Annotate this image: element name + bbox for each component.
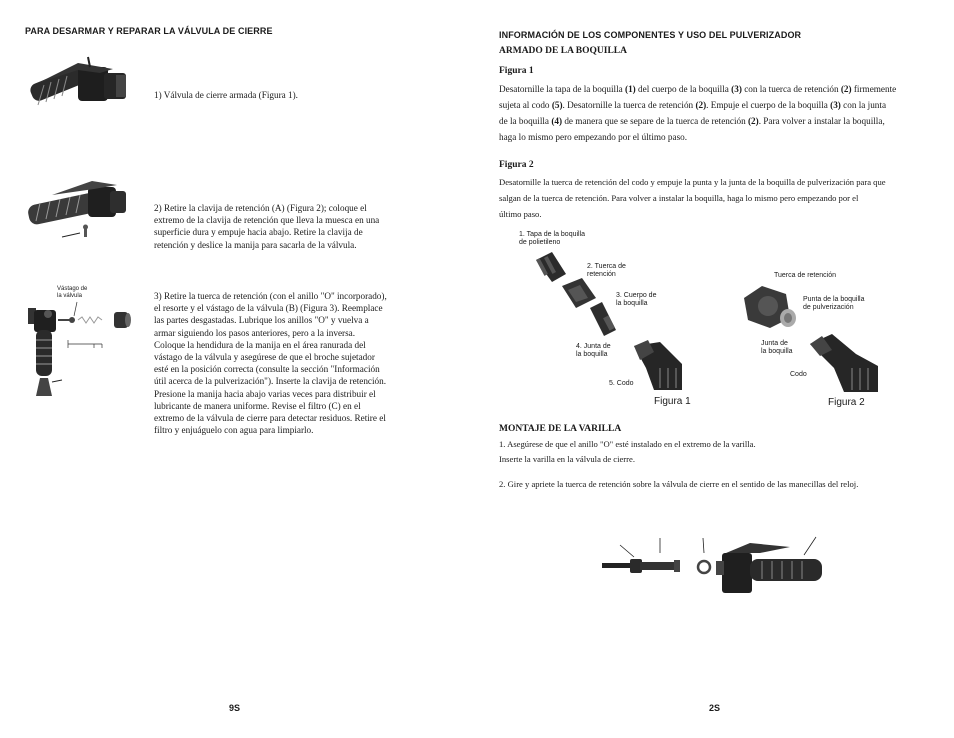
left-page-title: PARA DESARMAR Y REPARAR LA VÁLVULA DE CIERRE: [25, 26, 273, 36]
shutoff-valve-assembled-illustration: [18, 55, 138, 130]
figura1-line: haga lo mismo pero empezando por el último paso.: [499, 132, 688, 142]
right-page-title: INFORMACIÓN DE LOS COMPONENTES Y USO DEL PULVERIZADOR: [499, 30, 802, 40]
figura1-heading: Figura 1: [499, 66, 534, 76]
step-2-text: 2) Retire la clavija de retención (A) (Figura 2); coloque el extremo de la clavija de retención que lleva la muesca en una superficie dura y empuje hacia abajo. Retire la clavija de retención y deslice la manija para sacarla de la válvula.: [154, 203, 380, 250]
left-page-number: 9S: [229, 703, 241, 713]
figura2-heading: Figura 2: [499, 160, 534, 170]
label-nozzle-cap: 1. Tapa de la boquilla de polietileno: [519, 231, 586, 247]
figura1-line: sujeta al codo (5). Desatornille la tuerca de retención (2). Empuje el cuerpo de la boquilla (3) con la junta: [499, 100, 887, 110]
figura2-paragraph: Desatornille la tuerca de retención del codo y empuje la punta y la junta de la boquilla de pulverización para que salgan de la tuerca de retención. Para volver a instalar la boquilla, haga lo mismo pero empezando por el último paso.: [499, 177, 886, 219]
wand-assembly-illustration: [600, 535, 830, 600]
figure-1-caption: Figura 1: [654, 396, 691, 407]
figura1-line: de la boquilla (4) de manera que se separe de la tuerca de retención (2). Para volver a instalar la boquilla,: [499, 116, 885, 126]
label-elbow: 5. Codo: [609, 380, 634, 387]
label-nozzle-gasket: 4. Junta de la boquilla: [576, 343, 611, 359]
exploded-nozzle-diagram: [530, 250, 695, 400]
figura1-line: Desatornille la tapa de la boquilla (1) del cuerpo de la boquilla (3) con la tuerca de retención (2) firmemente: [499, 84, 897, 94]
exploded-valve-illustration: [22, 300, 137, 400]
section-wand-assembly: MONTAJE DE LA VARILLA: [499, 424, 622, 434]
label-nozzle-gasket-fig2: Junta de la boquilla: [761, 340, 793, 356]
label-spray-tip: Punta de la boquilla de pulverización: [803, 296, 865, 312]
label-retaining-nut-fig2: Tuerca de retención: [774, 272, 836, 279]
valve-stem-label: Vástago de la válvula: [57, 286, 88, 299]
label-elbow-fig2: Codo: [790, 371, 807, 378]
remove-retaining-pin-illustration: [22, 175, 132, 245]
figure-2-caption: Figura 2: [828, 397, 865, 408]
label-retaining-nut: 2. Tuerca de retención: [587, 263, 626, 279]
step-1-text: 1) Válvula de cierre armada (Figura 1).: [154, 90, 298, 100]
step-3-text: 3) Retire la tuerca de retención (con el anillo "O" incorporado), el resorte y el vástago de la válvula (B) (Figura 3). Reemplace las partes desgastadas. Lubrique los anillos "O" y vuelva a armar siguiendo los pasos anteriores, pero a la inversa. Coloque la hendidura de la manija en el área ranurada del vástago de la válvula y asegúrese de que el broche sujetador esté en la posición correcta (consulte la sección "Información útil acerca de la pulverización"). Inserte la clavija de retención. Presione la manija hacia abajo varias veces para distribuir el lubricante de manera uniforme. Revise el filtro (C) en el extremo de la válvula de cierre para detectar residuos. Retire el filtro y enjuáguelo con agua para limpiarlo.: [154, 291, 387, 436]
label-nozzle-body: 3. Cuerpo de la boquilla: [616, 292, 657, 308]
figura1-paragraph: [499, 81, 896, 145]
right-page-number: 2S: [709, 703, 721, 713]
section-nozzle-assembly: ARMADO DE LA BOQUILLA: [499, 46, 627, 56]
wand-step-1: 1. Asegúrese de que el anillo "O" esté instalado en el extremo de la varilla. Inserte la varilla en la válvula de cierre.: [499, 439, 756, 464]
wand-step-2: 2. Gire y apriete la tuerca de retención sobre la válvula de cierre en el sentido de las manecillas del reloj.: [499, 479, 859, 489]
spray-tip-assembly-diagram: [740, 280, 890, 402]
